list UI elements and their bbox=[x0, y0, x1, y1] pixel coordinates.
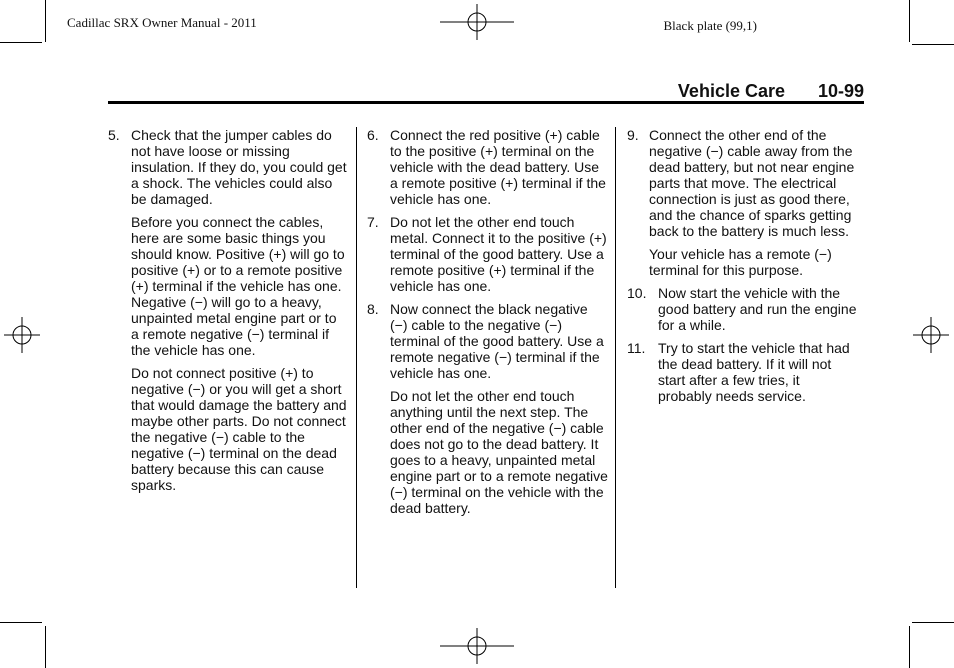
crop-mark bbox=[0, 622, 42, 623]
text-column-2 bbox=[367, 127, 609, 516]
crop-mark bbox=[0, 42, 42, 43]
crop-mark bbox=[909, 0, 910, 42]
item-paragraph: Your vehicle has a remote (−) terminal for this purpose. bbox=[649, 246, 832, 278]
item-text: Try to start the vehicle that had the dead battery. If it will not start after a few tries, it probably needs service. bbox=[658, 340, 850, 404]
crop-mark bbox=[912, 44, 954, 45]
item-text: Connect the other end of the negative (−) cable away from the dead battery, but not near engine parts that move. The electrical connection is just as good there, and the chance of sparks getting back to the battery is much less. bbox=[649, 127, 855, 239]
registration-mark-icon bbox=[913, 317, 949, 353]
item-text: Now connect the black negative (−) cable to the negative (−) terminal of the good battery. Use a remote negative (−) terminal if the vehicle has one. bbox=[390, 301, 604, 381]
list-item bbox=[367, 214, 609, 294]
item-text: Do not let the other end touch metal. Connect it to the positive (+) terminal of the good battery. Use a remote positive (+) terminal if the vehicle has one. bbox=[390, 214, 607, 294]
item-number: 10. bbox=[627, 285, 647, 301]
item-text: Now start the vehicle with the good battery and run the engine for a while. bbox=[658, 285, 857, 333]
list-item bbox=[108, 127, 348, 493]
crop-mark bbox=[912, 622, 954, 623]
item-paragraph: Do not connect positive (+) to negative (−) or you will get a short that would damage the battery and maybe other parts. Do not connect the negative (−) cable to the negative (−) terminal on the dead battery because this can cause sparks. bbox=[131, 365, 347, 493]
text-column-3 bbox=[627, 127, 857, 404]
list-item bbox=[627, 127, 857, 278]
page-header bbox=[108, 81, 864, 101]
section-title: Vehicle Care bbox=[677, 81, 785, 101]
item-number: 5. bbox=[108, 127, 120, 143]
item-paragraph: Before you connect the cables, here are some basic things you should know. Positive (+) will go to positive (+) or to a remote positive (+) terminal if the vehicle has one. Negative (−) will go to a heavy, unpainted metal engine part or to a remote negative (−) terminal if the vehicle has one. bbox=[131, 214, 345, 358]
item-number: 11. bbox=[627, 340, 646, 356]
item-number: 6. bbox=[367, 127, 379, 143]
crop-mark bbox=[909, 626, 910, 668]
list-item bbox=[627, 285, 857, 333]
item-number: 8. bbox=[367, 301, 379, 317]
page-number: 10-99 bbox=[817, 81, 864, 101]
registration-mark-icon bbox=[440, 628, 514, 664]
list-item bbox=[367, 301, 609, 516]
item-paragraph: Do not let the other end touch anything until the next step. The other end of the negative (−) cable does not go to the dead battery. It goes to a heavy, unpainted metal engine part or to a remote negative (−) terminal on the vehicle with the dead battery. bbox=[390, 388, 608, 516]
header-rule bbox=[108, 101, 864, 104]
crop-mark bbox=[45, 626, 46, 668]
item-text: Connect the red positive (+) cable to the positive (+) terminal on the vehicle with the dead battery. Use a remote positive (+) terminal if the vehicle has one. bbox=[390, 127, 606, 207]
registration-mark-icon bbox=[4, 317, 40, 353]
registration-mark-icon bbox=[440, 4, 514, 40]
column-divider bbox=[356, 127, 357, 588]
plate-label-left: Cadillac SRX Owner Manual - 2011 bbox=[67, 15, 257, 30]
list-item bbox=[627, 340, 857, 404]
plate-label-right: Black plate (99,1) bbox=[663, 18, 757, 33]
column-divider bbox=[615, 127, 616, 588]
crop-mark bbox=[45, 0, 46, 42]
item-number: 9. bbox=[627, 127, 639, 143]
list-item bbox=[367, 127, 609, 207]
item-text: Check that the jumper cables do not have loose or missing insulation. If they do, you could get a shock. The vehicles could also be damaged. bbox=[131, 127, 347, 207]
text-column-1 bbox=[108, 127, 348, 493]
item-number: 7. bbox=[367, 214, 379, 230]
